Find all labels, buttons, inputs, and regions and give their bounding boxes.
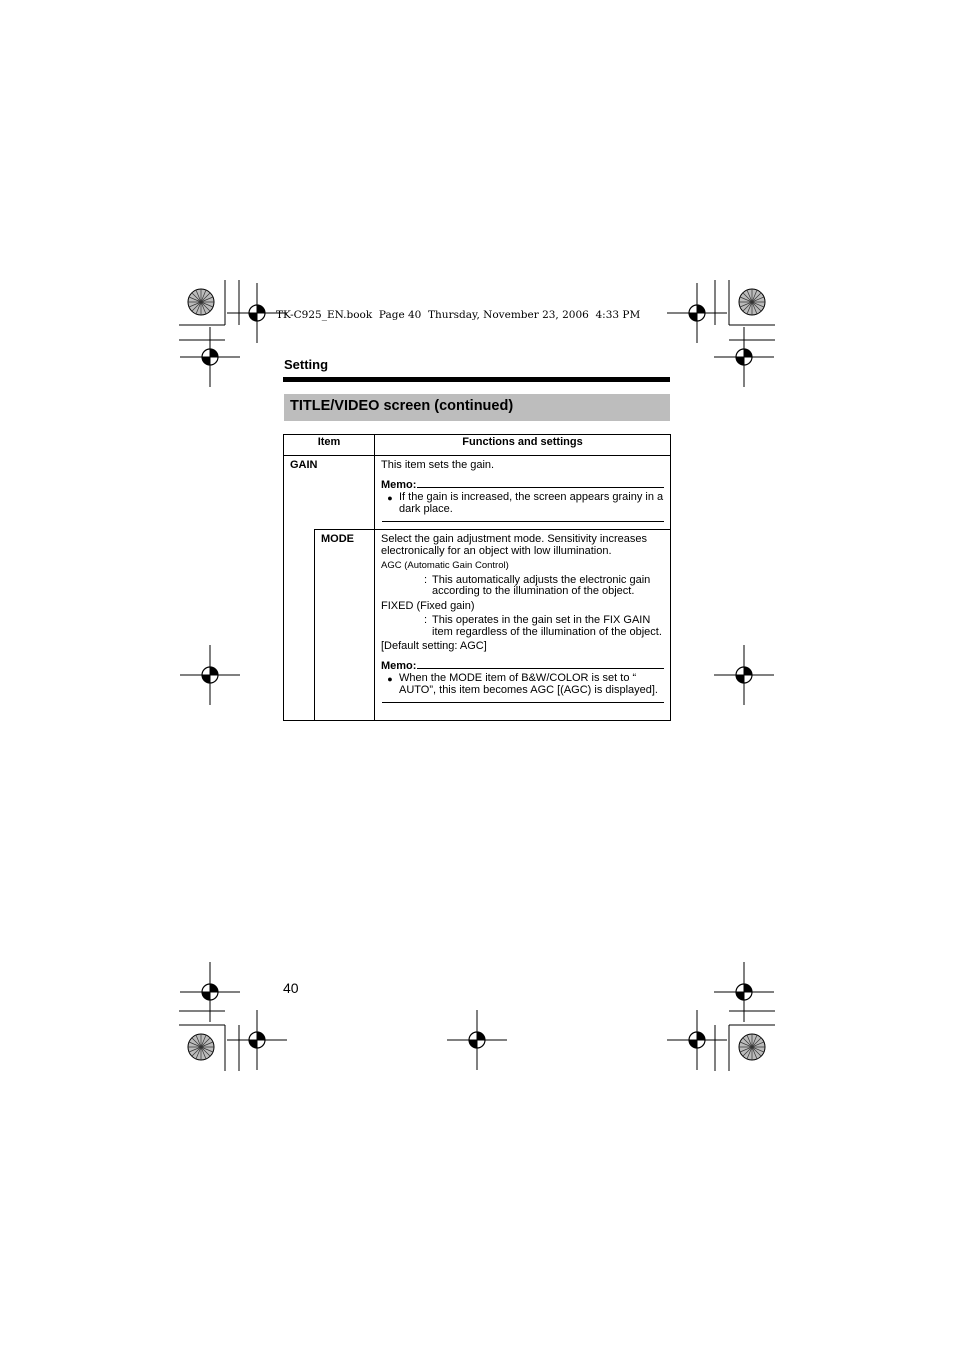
mode-option-fixed-desc: This operates in the gain set in the FIX GAIN item regardless of the illumination of the object. [432,614,662,638]
header-functions: Functions and settings [375,435,671,456]
page-title: TITLE/VIDEO screen (continued) [290,398,514,414]
page-number: 40 [283,980,299,996]
mode-functions [375,530,671,721]
mode-memo-label: Memo: [381,659,417,672]
table-header-row [284,435,671,456]
gain-memo-bullet [381,492,664,515]
mode-option-fixed-name: FIXED (Fixed gain) [381,599,475,612]
gain-functions [375,456,671,530]
mode-memo-text: When the MODE item of B&W/COLOR is set to “ AUTO”, this item becomes AGC [(AGC) is displayed]. [399,672,658,696]
gain-indent-cell [284,530,315,721]
section-rule [283,377,670,382]
mode-item-label: MODE [315,530,375,721]
mode-option-agc-name: AGC (Automatic Gain Control) [381,560,509,571]
mode-default-setting: [Default setting: AGC] [381,640,487,652]
gain-memo-label: Memo: [381,478,417,491]
gain-item-label: GAIN [284,456,375,530]
mode-memo [381,661,664,673]
table-row-mode [284,530,671,721]
section-label: Setting [284,357,329,372]
mode-option-fixed: : This operates in the gain set in the FIX GAIN item regardless of the illumination of the object. [381,615,664,638]
title-bar [284,394,670,421]
settings-table [283,434,671,721]
bullet-icon: ● [387,674,393,684]
print-header: TK-C925_EN.book Page 40 Thursday, November 23, 2006 4:33 PM [276,309,641,321]
bullet-icon: ● [387,493,393,503]
mode-description: Select the gain adjustment mode. Sensitivity increases electronically for an object with low illumination. [381,533,647,557]
mode-option-agc: : This automatically adjusts the electronic gain according to the illumination of the object. [381,575,664,598]
mode-memo-bullet [381,673,664,696]
gain-description: This item sets the gain. [381,459,495,471]
mode-option-agc-desc: This automatically adjusts the electronic gain according to the illumination of the object. [432,573,651,597]
gain-memo [381,480,664,492]
gain-memo-end-rule [382,521,664,522]
gain-memo-text: If the gain is increased, the screen appears grainy in a dark place. [399,491,664,515]
table-row-gain [284,456,671,530]
mode-memo-end-rule [382,702,664,703]
header-item: Item [284,435,375,456]
